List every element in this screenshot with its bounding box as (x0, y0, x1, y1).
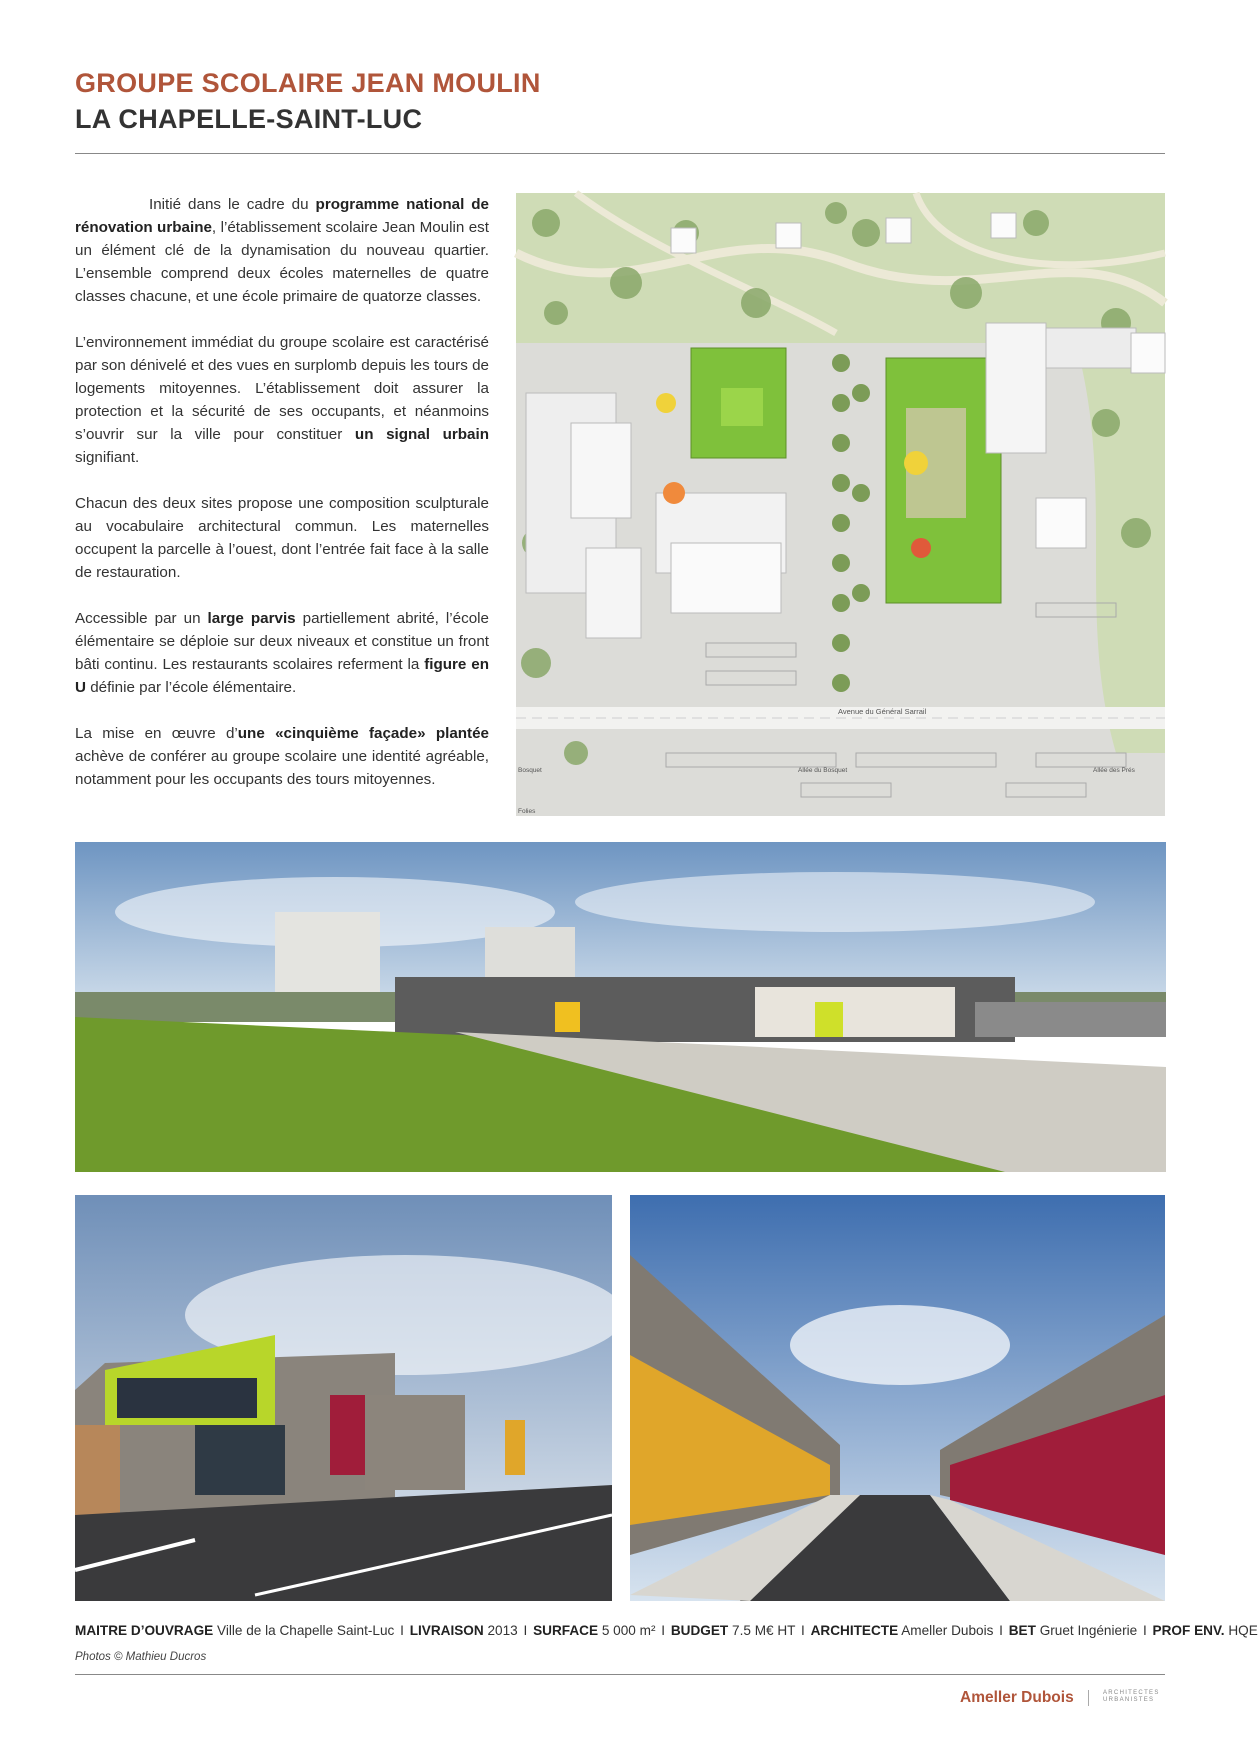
school-courtyard-photo (630, 1195, 1165, 1601)
bottom-divider (75, 1674, 1165, 1675)
paragraph-4: Accessible par un large parvis partiellement abrité, l’école élémentaire se déploie sur deux niveaux et constitue un front bâti continu. Les restaurants scolaires referment la figure en U définie par l’école élémentaire. (75, 610, 489, 696)
footer-brand: Ameller Dubois (960, 1689, 1074, 1706)
footer-tagline: ARCHITECTES URBANISTES (1103, 1690, 1160, 1703)
body-text (75, 193, 489, 814)
school-panorama-photo (75, 842, 1166, 1172)
project-credits: MAITRE D’OUVRAGE Ville de la Chapelle Saint-Luc I LIVRAISON 2013 I SURFACE 5 000 m² I BUDGET 7.5 M€ HT I ARCHITECTE Ameller Dubois I BET Gruet Ingénierie I PROF ENV. HQE (75, 1623, 1258, 1638)
school-street-photo (75, 1195, 612, 1601)
street-label-folies: Folies (518, 808, 536, 815)
street-label-sarrail: Avenue du Général Sarrail (838, 707, 927, 716)
street-label-bosquet-left: Bosquet (518, 767, 542, 774)
paragraph-5: La mise en œuvre d’une «cinquième façade» plantée achève de conférer au groupe scolaire une identité agréable, notamment pour les occupants des tours mitoyennes. (75, 725, 489, 788)
page-title: GROUPE SCOLAIRE JEAN MOULIN (75, 68, 541, 98)
street-label-pres: Allée des Prés (1093, 767, 1135, 774)
paragraph-3: Chacun des deux sites propose une composition sculpturale au vocabulaire architectural commun. Les maternelles occupent la parcelle à l’ouest, dont l’entrée fait face à la salle de restauration. (75, 495, 489, 581)
paragraph-1: Initié dans le cadre du programme national de rénovation urbaine, l’établissement scolaire Jean Moulin est un élément clé de la dynamisation du nouveau quartier. L’ensemble comprend deux écoles maternelles de quatre classes chacune, et une école primaire de quatorze classes. (75, 196, 489, 305)
photo-credit: Photos © Mathieu Ducros (75, 1651, 207, 1663)
footer-separator (1088, 1690, 1089, 1706)
site-plan-image (516, 193, 1165, 816)
paragraph-2: L’environnement immédiat du groupe scolaire est caractérisé par son dénivelé et des vues en surplomb depuis les tours de logements mitoyennes. L’établissement doit assurer la protection et la sécurité de ses occupants, et néanmoins s’ouvrir sur la ville pour constituer un signal urbain signifiant. (75, 334, 489, 466)
top-divider (75, 153, 1165, 154)
street-label-bosquet: Allée du Bosquet (798, 767, 848, 774)
page-subtitle: LA CHAPELLE-SAINT-LUC (75, 104, 423, 134)
